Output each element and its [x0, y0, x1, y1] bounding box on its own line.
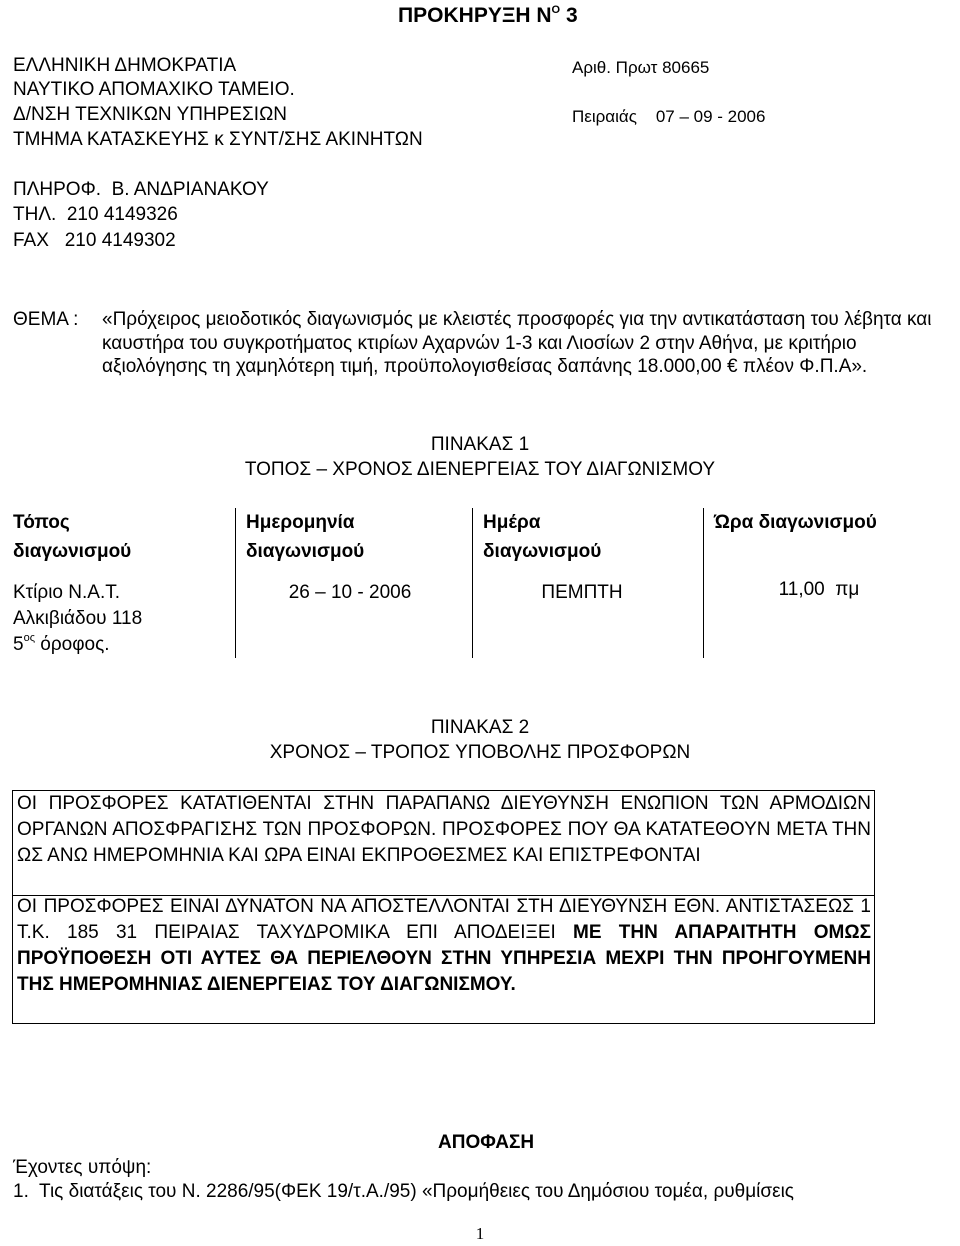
contact-phone: ΤΗΛ. 210 4149326 — [13, 204, 178, 225]
sender-line-3: Δ/ΝΣΗ ΤΕΧΝΙΚΩΝ ΥΠΗΡΕΣΙΩΝ — [13, 104, 287, 125]
box2-normal-text: ΟΙ ΠΡΟΣΦΟΡΕΣ ΕΙΝΑΙ ΔΥΝΑΤΟΝ ΝΑ ΑΠΟΣΤΕΛΛΟΝΤΑΙ ΣΤΗ ΔΙΕΥΘΥΝΣΗ ΕΘΝ. ΑΝΤΙΣΤΑΣΕΩΣ 1 Τ.Κ. 185 31 ΠΕΙΡΑΙΑΣ ΤΑΧΥΔΡΟΜΙΚΑ ΕΠΙ ΑΠΟΔΕΙΞΕΙ — [17, 896, 871, 943]
cell-place-line3 — [13, 632, 235, 658]
header-day-line1: Ημέρα — [483, 512, 541, 533]
submission-box-2 — [12, 894, 875, 1024]
title-number: 3 — [565, 4, 578, 27]
table2-subtitle: ΧΡΟΝΟΣ – ΤΡΟΠΟΣ ΥΠΟΒΟΛΗΣ ΠΡΟΣΦΟΡΩΝ — [269, 742, 691, 763]
subject-label: ΘΕΜΑ : — [13, 309, 79, 330]
cell-place-line2: Αλκιβιάδου 118 — [13, 608, 143, 629]
header-place — [0, 508, 236, 580]
floor-label: όροφος. — [35, 634, 110, 655]
table-row — [0, 580, 940, 658]
sender-line-2: ΝΑΥΤΙΚΟ ΑΠΟΜΑΧΙΚΟ ΤΑΜΕΙΟ. — [13, 79, 295, 100]
document-title — [398, 4, 578, 28]
place-date: Πειραιάς 07 – 09 - 2006 — [572, 107, 766, 126]
header-day — [473, 508, 704, 580]
schedule-table — [0, 508, 940, 658]
contact-fax: FAX 210 4149302 — [13, 230, 176, 251]
submission-box-1: ΟΙ ΠΡΟΣΦΟΡΕΣ ΚΑΤΑΤΙΘΕΝΤΑΙ ΣΤΗΝ ΠΑΡΑΠΑΝΩ ΔΙΕΥΘΥΝΣΗ ΕΝΩΠΙΟΝ ΤΩΝ ΑΡΜΟΔΙΩΝ ΟΡΓΑΝΩΝ ΑΠΟΣΦΡΑΓΙΣΗΣ ΤΩΝ ΠΡΟΣΦΟΡΩΝ. ΠΡΟΣΦΟΡΕΣ ΠΟΥ ΘΑ ΚΑΤΑΤΕΘΟΥΝ ΜΕΤΑ ΤΗΝ ΩΣ ΑΝΩ ΗΜΕΡΟΜΗΝΙΑ ΚΑΙ ΩΡΑ ΕΙΝΑΙ ΕΚΠΡΟΘΕΣΜΕΣ ΚΑΙ ΕΠΙΣΤΡΕΦΟΝΤΑΙ — [12, 790, 875, 896]
cell-date-value: 26 – 10 - 2006 — [288, 582, 412, 603]
table1-title: ΠΙΝΑΚΑΣ 1 — [430, 434, 530, 455]
contact-info: ΠΛΗΡΟΦ. Β. ΑΝΔΡΙΑΝΑΚΟΥ — [13, 179, 269, 200]
header-date-line2: διαγωνισμού — [246, 541, 365, 562]
header-time-line1: Ώρα διαγωνισμού — [713, 512, 877, 533]
cell-day-value: ΠΕΜΠΤΗ — [541, 582, 623, 603]
sender-line-4: ΤΜΗΜΑ ΚΑΤΑΣΚΕΥΗΣ κ ΣΥΝΤ/ΣΗΣ ΑΚΙΝΗΤΩΝ — [13, 129, 423, 150]
cell-place-line1: Κτίριο Ν.Α.Τ. — [13, 582, 121, 603]
decision-intro: Έχοντες υπόψη: — [13, 1157, 152, 1178]
header-place-line2: διαγωνισμού — [13, 541, 132, 562]
box2-bold-text: ΜΕ ΤΗΝ ΑΠΑΡΑΙΤΗΤΗ ΟΜΩΣ ΠΡΟΫΠΟΘΕΣΗ ΟΤΙ ΑΥΤΕΣ ΘΑ ΠΕΡΙΕΛΘΟΥΝ ΣΤΗΝ ΥΠΗΡΕΣΙΑ ΜΕΧΡΙ ΤΗΝ ΠΡΟΗΓΟΥΜΕΝΗ ΤΗΣ ΗΜΕΡΟΜΗΝΙΑΣ ΔΙΕΝΕΡΓΕΙΑΣ ΤΟΥ ΔΙΑΓΩΝΙΣΜΟΥ. — [17, 922, 871, 995]
cell-time — [703, 580, 940, 658]
header-date-line1: Ημερομηνία — [246, 512, 355, 533]
table-header-row — [0, 508, 940, 580]
protocol-number: Αριθ. Πρωτ 80665 — [572, 58, 710, 77]
decision-item-1: 1. Τις διατάξεις του Ν. 2286/95(ΦΕΚ 19/τ.Α./95) «Προμήθειες του Δημόσιου τομέα, ρυθμίσεις — [13, 1181, 794, 1202]
header-day-line2: διαγωνισμού — [483, 541, 602, 562]
sender-line-1: ΕΛΛΗΝΙΚΗ ΔΗΜΟΚΡΑΤΙΑ — [13, 55, 237, 76]
header-place-line1: Τόπος — [13, 512, 70, 533]
cell-place — [0, 580, 236, 658]
title-superscript: Ο — [551, 4, 561, 16]
cell-date — [236, 580, 473, 658]
subject-text: «Πρόχειρος μειοδοτικός διαγωνισμός με κλειστές προσφορές για την αντικατάσταση του λέβητα και καυστήρα του συγκροτήματος κτιρίων Αχαρνών 1-3 και Λιοσίων 2 στην Αθήνα, με κριτήριο αξιολόγησης τη χαμηλότερη τιμή, προϋπολογισθείσας δαπάνης 18.000,00 € πλέον Φ.Π.Α». — [102, 309, 932, 377]
title-prefix: ΠΡΟΚΗΡΥΞΗ Ν — [398, 4, 552, 27]
header-time — [703, 508, 940, 580]
cell-day — [473, 580, 704, 658]
cell-time-value: 11,00 πμ — [778, 579, 860, 600]
floor-suffix: ος — [23, 632, 35, 644]
decision-title: ΑΠΟΦΑΣΗ — [438, 1132, 535, 1153]
table2-title: ΠΙΝΑΚΑΣ 2 — [430, 717, 530, 738]
header-date — [236, 508, 473, 580]
table1-subtitle: ΤΟΠΟΣ – ΧΡΟΝΟΣ ΔΙΕΝΕΡΓΕΙΑΣ ΤΟΥ ΔΙΑΓΩΝΙΣΜΟΥ — [244, 459, 716, 480]
floor-number: 5 — [13, 634, 24, 655]
page-number: 1 — [475, 1224, 485, 1243]
